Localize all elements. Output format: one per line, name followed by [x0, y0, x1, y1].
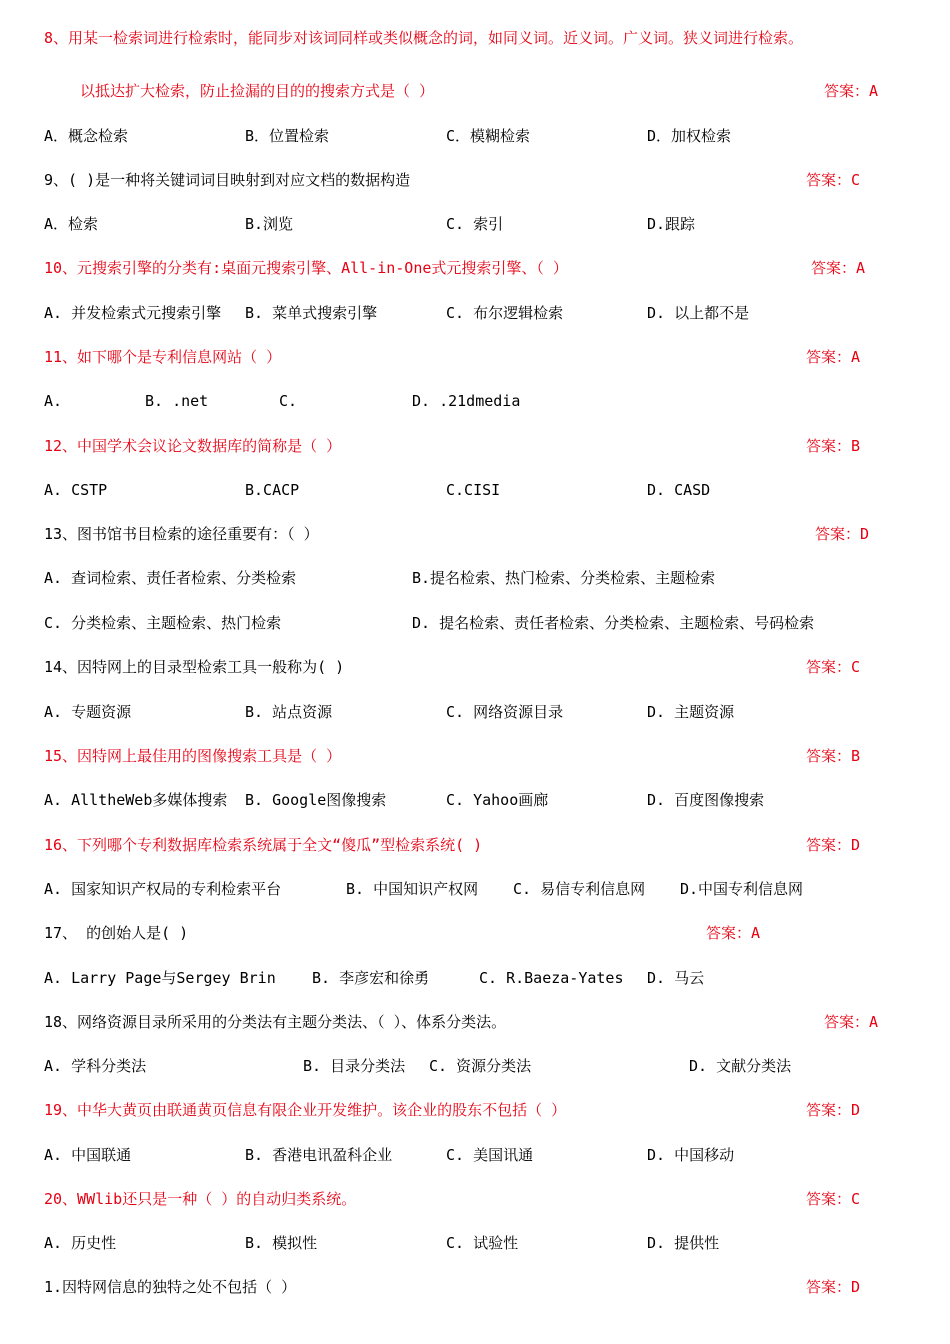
- question-20-option-b: B. 模拟性: [245, 1234, 318, 1252]
- question-19-option-c: C. 美国讯通: [446, 1146, 534, 1164]
- question-14-option-c: C. 网络资源目录: [446, 703, 564, 721]
- question-15-option-d: D. 百度图像搜索: [647, 791, 765, 809]
- question-15-stem: 15、因特网上最佳用的图像搜索工具是（ ）: [44, 747, 342, 765]
- question-13-answer: 答案：D: [815, 525, 870, 543]
- question-16-option-d: D.中国专利信息网: [680, 880, 804, 898]
- question-17-option-a: A. Larry Page与Sergey Brin: [44, 969, 276, 987]
- question-18-stem: 18、网络资源目录所采用的分类法有主题分类法、（ ）、体系分类法。: [44, 1013, 507, 1031]
- question-19-option-a: A. 中国联通: [44, 1146, 132, 1164]
- question-9-answer: 答案：C: [806, 171, 861, 189]
- question-1-stem: 1.因特网信息的独特之处不包括（ ）: [44, 1278, 297, 1296]
- question-9-option-d: D.跟踪: [647, 215, 696, 233]
- question-16-option-b: B. 中国知识产权网: [346, 880, 479, 898]
- question-1-answer: 答案：D: [806, 1278, 861, 1296]
- question-18-option-a: A. 学科分类法: [44, 1057, 147, 1075]
- question-10-option-c: C. 布尔逻辑检索: [446, 304, 564, 322]
- question-13-option-c: C. 分类检索、主题检索、热门检索: [44, 614, 282, 632]
- question-12-option-c: C.CISI: [446, 481, 501, 499]
- question-14-option-a: A. 专题资源: [44, 703, 132, 721]
- question-11-stem: 11、如下哪个是专利信息网站（ ）: [44, 348, 282, 366]
- question-16-answer: 答案：D: [806, 836, 861, 854]
- question-10-answer: 答案：A: [811, 259, 866, 277]
- question-19-stem: 19、中华大黄页由联通黄页信息有限企业开发维护。该企业的股东不包括（ ）: [44, 1101, 567, 1119]
- question-13-option-a: A. 查词检索、责任者检索、分类检索: [44, 569, 297, 587]
- question-8-option-c: C．模糊检索: [446, 127, 531, 145]
- question-11-option-c: C.: [279, 392, 298, 410]
- question-12-option-d: D. CASD: [647, 481, 711, 499]
- question-10-option-d: D. 以上都不是: [647, 304, 750, 322]
- question-14-option-d: D. 主题资源: [647, 703, 735, 721]
- question-9-stem: 9、( )是一种将关键词词目映射到对应文档的数据构造: [44, 171, 411, 189]
- question-18-option-d: D. 文献分类法: [689, 1057, 792, 1075]
- question-9-option-a: A．检索: [44, 215, 99, 233]
- question-13-option-b: B.提名检索、热门检索、分类检索、主题检索: [412, 569, 716, 587]
- question-17-option-c: C. R.Baeza-Yates: [479, 969, 624, 987]
- question-19-answer: 答案：D: [806, 1101, 861, 1119]
- question-12-answer: 答案：B: [806, 437, 861, 455]
- question-20-stem: 20、WWlib还只是一种（ ）的自动归类系统。: [44, 1190, 357, 1208]
- question-17-stem: 17、 的创始人是( ): [44, 924, 189, 942]
- question-8-option-b: B．位置检索: [245, 127, 330, 145]
- question-15-option-b: B. Google图像搜索: [245, 791, 387, 809]
- question-12-option-a: A. CSTP: [44, 481, 108, 499]
- question-14-stem: 14、因特网上的目录型检索工具一般称为( ): [44, 658, 345, 676]
- question-8-answer: 答案：A: [824, 82, 879, 100]
- question-8-option-d: D．加权检索: [647, 127, 732, 145]
- question-13-stem: 13、图书馆书目检索的途径重要有：（ ）: [44, 525, 319, 543]
- question-20-option-a: A. 历史性: [44, 1234, 117, 1252]
- question-9-option-b: B.浏览: [245, 215, 294, 233]
- question-10-option-a: A. 并发检索式元搜索引擎: [44, 304, 222, 322]
- question-18-option-b: B. 目录分类法: [303, 1057, 406, 1075]
- question-13-option-d: D. 提名检索、责任者检索、分类检索、主题检索、号码检索: [412, 614, 815, 632]
- question-15-option-a: A. AlltheWeb多媒体搜索: [44, 791, 228, 809]
- question-11-option-d: D. .21dmedia: [412, 392, 521, 410]
- question-16-stem: 16、下列哪个专利数据库检索系统属于全文“傻瓜”型检索系统( ): [44, 836, 483, 854]
- question-10-stem: 10、元搜索引擎的分类有:桌面元搜索引擎、All-in-One式元搜索引擎、（ ）: [44, 259, 568, 277]
- question-20-option-c: C. 试验性: [446, 1234, 519, 1252]
- question-16-option-a: A. 国家知识产权局的专利检索平台: [44, 880, 282, 898]
- question-17-answer: 答案：A: [706, 924, 761, 942]
- question-18-option-c: C. 资源分类法: [429, 1057, 532, 1075]
- question-11-option-b: B. .net: [145, 392, 209, 410]
- question-10-option-b: B. 菜单式搜索引擎: [245, 304, 378, 322]
- question-18-answer: 答案：A: [824, 1013, 879, 1031]
- question-9-option-c: C. 索引: [446, 215, 504, 233]
- question-15-answer: 答案：B: [806, 747, 861, 765]
- question-12-option-b: B.CACP: [245, 481, 300, 499]
- question-17-option-b: B. 李彦宏和徐勇: [312, 969, 430, 987]
- question-20-answer: 答案：C: [806, 1190, 861, 1208]
- question-19-option-b: B. 香港电讯盈科企业: [245, 1146, 393, 1164]
- question-19-option-d: D. 中国移动: [647, 1146, 735, 1164]
- question-8-stem: 8、用某一检索词进行检索时，能同步对该词同样或类似概念的词，如同义词。近义词。广义词。狭义词进行检索。: [44, 29, 804, 47]
- question-11-option-a: A.: [44, 392, 63, 410]
- question-20-option-d: D. 提供性: [647, 1234, 720, 1252]
- question-15-option-c: C. Yahoo画廊: [446, 791, 549, 809]
- question-8-stem-continued: 以抵达扩大检索，防止捡漏的目的的搜索方式是（ ）: [80, 82, 435, 100]
- question-14-answer: 答案：C: [806, 658, 861, 676]
- question-17-option-d: D. 马云: [647, 969, 705, 987]
- question-8-option-a: A．概念检索: [44, 127, 129, 145]
- question-12-stem: 12、中国学术会议论文数据库的简称是（ ）: [44, 437, 342, 455]
- question-14-option-b: B. 站点资源: [245, 703, 333, 721]
- question-11-answer: 答案：A: [806, 348, 861, 366]
- question-16-option-c: C. 易信专利信息网: [513, 880, 646, 898]
